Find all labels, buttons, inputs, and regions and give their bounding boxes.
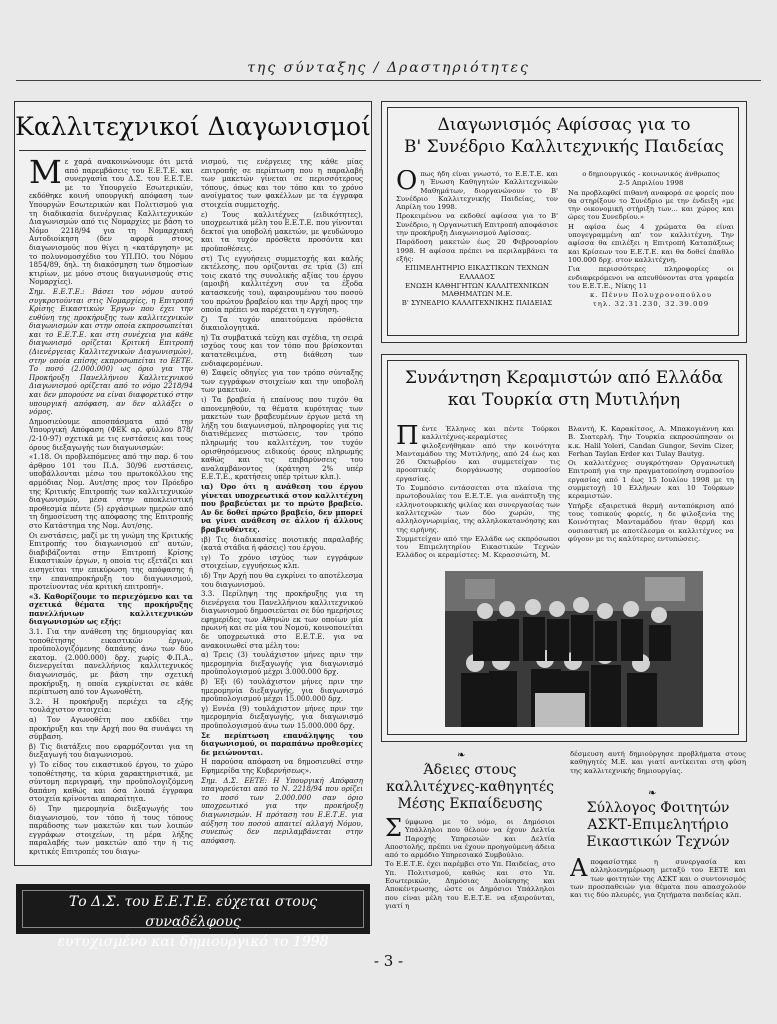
paragraph: Σημ. Δ.Σ. ΕΕΤΕ: Η Υπουργική Απόφαση υπαγορεύεται από το Ν. 2218/94 που ορίζει το ποσό των 2.000.000 σαν όριο υποχρεωτικό για την προκήρυξη διαγωνισμών. Η πρόταση του Ε.Ε.Τ.Ε. για αύξηση του ποσού απαιτεί αλλαγή Νόμου, συνεπώς δεν περιλαμβάνεται στην απόφαση.	[201, 775, 363, 845]
leave-article	[381, 750, 559, 940]
students-text	[570, 858, 746, 938]
title-line: Συνάντηση Κεραμιστών από Ελλάδα	[404, 368, 724, 388]
paragraph: Το Συμπόσιο εντάσσεται στα πλαίσια της πρωτοβουλίας του Ε.Ε.Τ.Ε. για ανάπτυξη της ελληνοτουρκικής φιλίας και συνεργασίας των καλλιτεχνών των δύο χωρών, της αλληλογνωριμίας, της αλληλοκατανόησης και της ειρήνης.	[396, 484, 560, 534]
banner-line-1: Το Δ.Σ. του Ε.Ε.Τ.Ε. εύχεται στους συναδέλφους	[68, 894, 318, 930]
paragraph: Παράδοση μακετών έως 20 Φεβρουαρίου 1998. Η αφίσσα πρέπει να περιλαμβάνει τα εξής:	[396, 238, 558, 263]
paragraph: στ) Τις εγγυήσεις συμμετοχής και καλής εκτέλεσης, που ορίζονται σε τρία (3) επί τοις εκατό της συνολικής αξίας του έργου (αμοιβή καλλιτέχνη συν τα έξοδα κατασκευής του), αφαιρουμένου του ποσού του πρώτου βραβείου και την Αρχή προς την οποία πρέπει να παρέχεται η εγγύηση.	[201, 253, 363, 315]
paragraph: θ) Σαφείς οδηγίες για τον τρόπο σύνταξης των εγγράφων στοιχείων και την υποβολή των μακετών.	[201, 368, 363, 395]
paragraph: Να προβλεφθεί πιθανή αναφορά σε φορείς που θα στηρίξουν το Συνέδριο με την ένδειξη «με την οικονομική στήριξη των... και χώρος και ώρες του Συνεδρίου.»	[568, 188, 734, 222]
poster-col-2	[568, 170, 734, 335]
article-title	[381, 762, 559, 813]
paragraph: Δημοσιεύουμε αποσπάσματα από την Υπουργική Απόφαση (ΦΕΚ αρ. φύλλου 878/ /2-10-97) σχετικά με τις ενστάσεις και τους όρους διεξαγωγής των διαγωνισμών:	[29, 416, 193, 452]
paragraph: 3.3. Περίληψη της προκήρυξης για τη διενέργεια του Πανελλήνιου καλλιτεχνικού διαγωνισμού δημοσιεύεται σε δύο ημερήσιες εφημερίδες των Αθηνών εκ των οποίων μία πρωινή και σε μία του Νομού, κοινοποιείται δε υποχρεωτικά στο Ε.Ε.Τ.Ε. για να ανακοινωθεί στα μέλη του:	[201, 589, 363, 650]
paragraph: Για περισσότερες πληροφορίες οι ενδιαφερόμενοι να απευθύνονται στα γραφεία του Ε.Ε.Τ.Ε., Νίκης 11	[568, 265, 734, 290]
poster-col-1	[396, 170, 558, 335]
ornament-icon: ❧	[648, 788, 657, 799]
paragraph: έντε Έλληνες και πέντε Τούρκοι καλλιτέχνες-κεραμίστες φιλοξενήθηκαν από την κοινότητα Μανταμάδου της Μυτιλήνης, από 24 έως και 26 Οκτωβρίου και συμμετείχαν τις προοπτικές διοργάνωσης συμποσίου εργασίας.	[396, 425, 560, 483]
title-line: Διαγωνισμός Αφίσσας για το	[437, 115, 691, 135]
paragraph: ε χαρά ανακοινώνουμε ότι μετά από παρεμβάσεις του Ε.Ε.Τ.Ε. και συνεργασία του Δ.Σ. του Ε.Ε.Τ.Ε. με το Υπουργείο Εσωτερικών, εκδόθηκε κοινή υπουργική απόφαση των Υπουργών Εσωτερικών και Πολιτισμού για τη διαδικασία διενέργειας Καλλιτεχνικών Διαγωνισμών από τις Νομαρχίες με βάση το Νόμο 2218/94 για τη Νομαρχιακή Αυτοδιοίκηση (δεν αφορά στους διαγωνισμούς που θίγει η «κατάργηση» με το πολυνομοσχέδιο του ΥΠ.ΠΟ. του Νόμου 1854/89, δηλ. τη διακόσμηση των δημοσίων κτιρίων, με μόνο στους διαγωνισμούς στις Νομαρχίες).	[29, 158, 193, 287]
paragraph: γ) Εννέα (9) τουλάχιστον μήνες πριν την ημερομηνία διεξαγωγής, για διαγωνισμό προϋπολογισμού άνω των 15.000.000 δρχ.	[201, 703, 363, 730]
dropcap: Μ	[29, 158, 62, 191]
paragraph: 3.1. Για την ανάθεση της δημιουργίας και τοποθέτησης εικαστικών έργων, προϋπολογιζόμενης δαπάνης άνω των δύο εκατομ. (2.000.000) δρχ. χωρίς Φ.Π.Α., διενεργείται πανελλήνιος καλλιτεχνικός διαγωνισμός, με βάση την σχετική προκήρυξη, η οποία εγκρίνεται σε κάθε περίπτωση από τον Αγωνοθέτη.	[29, 627, 193, 697]
banner-line-2: ευτυχισμένο και δημιουργικό το 1998	[57, 934, 329, 950]
paragraph: α) Τον Αγωνοθέτη που εκδίδει την προκήρυξη και την Αρχή που θα συνάψει τη σύμβαση.	[29, 715, 193, 742]
article-title	[382, 367, 746, 411]
photo-graphic	[445, 571, 703, 727]
paragraph: ύμφωνα με το νόμο, οι Δημόσιοι Υπάλληλοι που θέλουν να έχουν Δελτία Παροχής Υπηρεσιών και Δελτία Αποστολής, πρέπει να έχουν προηγούμενη άδεια από το αρμόδιο Υπηρεσιακό Συμβούλιο.	[385, 818, 555, 860]
greeting-banner	[16, 884, 370, 950]
poster-article	[381, 101, 747, 343]
paragraph: ο δημιουργικός - κοινωνικός άνθρωπος	[582, 170, 720, 178]
paragraph: «3. Καθορίζουμε το περιεχόμενο και τα σχετικά θέματα της προκήρυξης πανελλήνιων καλλιτεχνικών διαγωνισμών ως εξής:	[29, 591, 193, 627]
paragraph: Προκειμένου να εκδοθεί αφίσσα για το Β' Συνέδριο, η Οργανωτική Επιτροπή αποφάσισε την προκήρυξη Διαγωνισμού Αφίσσας.	[396, 212, 558, 238]
article-title	[566, 800, 750, 851]
competitions-article	[14, 101, 372, 866]
paragraph: ιβ) Τις διαδικασίες ποιοτικής παραλαβής (κατά στάδια ή φάσεις) του έργου.	[201, 534, 363, 553]
students-article	[566, 750, 750, 940]
dropcap: Α	[570, 858, 588, 882]
paragraph: Υπήρξε εξαιρετικά θερμή ανταπόκριση από τους τοπικούς φορείς, η δε φιλοξενία της Κοινότητας Μανταμάδου ήταν θερμή και ουσιαστική με αποτέλεσμα οι καλλιτέχνες να φύγουν με τις καλύτερες εντυπώσεις.	[568, 501, 734, 543]
paragraph: β) Τις διατάξεις που εφαρμόζονται για τη διεξαγωγή του διαγωνισμού.	[29, 741, 193, 760]
title-line: ΑΣΚΤ-Επιμελητήριο	[587, 817, 729, 833]
paragraph: Σημ. Ε.Ε.Τ.Ε.: Βάσει του νόμου αυτού συγκροτούνται στις Νομαρχίες, η Επιτροπή Κρίσης Εικαστικών Έργων που έχει την ευθύνη της προκήρυξης των καλλιτεχνικών διαγωνισμών και στην οποία εκπροσωπείται και το Ε.Ε.Τ.Ε. και στη συνέχεια για κάθε διαγωνισμό ορίζεται Κριτική Επιτροπή (Διενέργειας Καλλιτεχνικών Διαγωνισμών), στην οποία επίσης εκπροσωπείται το ΕΕΤΕ. Το ποσό (2.000.000) ως όριο για την Προκήρυξη Πανελλήνιου Καλλιτεχνικού Διαγωνισμού ορίζεται από το νόμο 2218/94 και δεν μπορούσε να είναι διαφορετικό στην υπουργική απόφαση, αν δεν αλλάξει ο νόμος.	[29, 286, 193, 417]
paragraph: γ) Το είδος του εικαστικού έργου, το χώρο τοποθέτησης, τα κύρια χαρακτηριστικά, με σύντομη περιγραφή, την προϋπολογιζόμενη δαπάνη καθώς και όσα λοιπά έγγραφα στοιχεία κρίνονται απαραίτητα.	[29, 759, 193, 804]
paragraph: «1.18. Οι προβλεπόμενες από την παρ. 6 του άρθρου 101 του Π.Δ. 30/96 ενστάσεις, υποβάλλονται μέσω του πρωτοκόλλου της αρμόδιας Νομ. Αυτ/σης προς τον Πρόεδρο της Κριτικής Επιτροπής των καλλιτεχνικών διαγωνισμών, μέσα στην αποκλειστική προθεσμία πέντε (5) εργάσιμων ημερών από τη δημοσίευση της απόφασης της Επιτροπής στο Κατάστημα της Νομ. Αυτ/σης.	[29, 452, 193, 530]
article-title	[382, 114, 746, 158]
paragraph: ΕΠΙΜΕΛΗΤΗΡΙΟ ΕΙΚΑΣΤΙΚΩΝ ΤΕΧΝΩΝ ΕΛΛΑΔΟΣ	[404, 264, 550, 281]
paragraph: Β' ΣΥΝΕΔΡΙΟ ΚΑΛΛΙΤΕΧΝΙΚΗΣ ΠΑΙΔΕΙΑΣ	[401, 299, 553, 308]
paragraph: πως ήδη είναι γνωστό, το Ε.Ε.Τ.Ε. και η Ένωση Καθηγητών Καλλιτεχνικών Μαθημάτων, διοργανώνουν το Β' Συνέδριο Καλλιτεχνικής Παιδείας, τον Απρίλη του 1998.	[396, 170, 558, 212]
paragraph: ι) Τα βραβεία ή επαίνους που τυχόν θα απονεμηθούν, τα θέματα κυρότητας των μακετών των βραβευμένων έργων μετά τη λήξη του διαγωνισμού, πληροφορίες για τις διατιθέμενες πιστώσεις, τον τρόπο πληρωμής του καλλιτέχνη, τον τυχόν ορισθησόμενους ειδικούς όρους πληρωμής καθώς και τις επιβαρύνσεις του αναλαμβάνοντος (κράτηση 2% υπέρ Ε.Ε.Τ.Ε., κρατήσεις υπέρ τρίτων κλπ.).	[201, 395, 363, 482]
paragraph: ΕΝΩΣΗ ΚΑΘΗΓΗΤΩΝ ΚΑΛΛΙΤΕΧΝΙΚΩΝ ΜΑΘΗΜΑΤΩΝ Μ.Ε.	[405, 281, 549, 299]
title-line: Εικαστικών Τεχνών	[586, 834, 730, 850]
ceramics-col-1	[396, 425, 560, 559]
paragraph: 2-5 Απριλίου 1998	[618, 179, 684, 188]
paragraph: β) Έξι (6) τουλάχιστον μήνες πριν την ημερομηνία διεξαγωγής, για διαγωνισμό προϋπολογισμού μέχρι 15.000.000 δρχ.	[201, 677, 363, 704]
competitions-col-1	[29, 158, 193, 858]
ornament-icon: ❧	[457, 750, 466, 761]
paragraph: ιδ) Την Αρχή που θα εγκρίνει το αποτέλεσμα του διαγωνισμού.	[201, 570, 363, 589]
paragraph: ια) Όρο ότι η ανάθεση του έργου γίνεται υποχρεωτικά στον καλλιτέχνη που βραβεύεται με το πρώτο βραβείο. Αν δε δοθεί πρώτο βραβείο, δεν μπορεί να γίνει ανάθεση σε άλλον ή άλλους βραβευθέντες.	[201, 481, 363, 534]
ceramists-group-photo	[445, 571, 703, 727]
leave-text-continued	[570, 750, 746, 782]
dropcap: Π	[396, 425, 419, 451]
title-line: Μέσης Εκπαίδευσης	[397, 796, 543, 812]
paragraph: Η αφίσα έως 4 χρώματα θα είναι υπογεγραμμένη απ' τον καλλιτέχνη. Την αφίσσα θα επιλέξει η Επιτροπή Καταπάξεως και Κρίσεων του Ε.Ε.Τ.Ε. και θα δοθεί έπαθλο 100.000 δρχ. στον καλλιτέχνη.	[568, 222, 734, 264]
title-line: και Τουρκία στη Μυτιλήνη	[447, 390, 681, 410]
paragraph: ποφασίστηκε η συνεργασία και αλληλοενημέρωση μεταξύ του ΕΕΤΕ και των φοιτητών της ΑΣΚΤ και ο συντονισμός των προσπαθειών για θέματα που απασχολούν και τις δύο πλευρές, για ζητήματα παιδείας κλπ.	[570, 858, 746, 900]
paragraph: Οι καλλιτέχνες συγκρότησαν Οργανωτική Επιτροπή για την πραγματοποίηση συμποσίου εργασίας από 1 έως 15 Ιουλίου 1998 με τη συμμετοχή 10 Ελλήνων και 10 Τούρκων κεραμιστών.	[568, 459, 734, 501]
dropcap: Ο	[396, 170, 418, 196]
paragraph: η) Τα συμβατικά τεύχη και σχέδια, τη σειρά ισχύος τους και τον τόπο που βρίσκονται κατατεθειμένα, στη διάθεση των ενδιαφερομένων.	[201, 332, 363, 368]
title-line: Β' Συνέδριο Καλλιτεχνικής Παιδείας	[404, 137, 724, 157]
paragraph: Η παρούσα απόφαση να δημοσιευθεί στην Εφημερίδα της Κυβερνήσεως».	[201, 757, 363, 775]
ceramics-col-2	[568, 425, 734, 559]
header-divider	[16, 80, 761, 81]
paragraph: νισμού, τις ενέργειες της κάθε μίας επιτροπής σε περίπτωση που η παραλαβή των μακετών γίνεται σε περισσότερους τόπους, όπως και τον τόπο και το χρόνο ανοίγματος των φακέλλων με τα έγγραφα στοιχεία συμμετοχής.	[201, 158, 363, 209]
title-line: Άδειες στους	[423, 762, 517, 778]
page-number: - 3 -	[373, 952, 404, 970]
paragraph: Συμμετείχαν από την Ελλάδα ως εκπρόσωποι του Επιμελητηρίου Εικαστικών Τεχνών Ελλάδος οι κεραμίστες: Μ. Κερασσιώτη, Μ.	[396, 534, 560, 559]
title-divider	[19, 150, 366, 151]
paragraph: ιγ) Το χρόνο ισχύος των εγγράφων στοιχείων, εγγυήσεως κλπ.	[201, 552, 363, 571]
competitions-col-2	[201, 158, 363, 858]
paragraph: δ) Την ημερομηνία διεξαγωγής του διαγωνισμού, τον τόπο ή τους τόπους παράδοσης των μακετών και των λοιπών εγγράφων στοιχείων, τη μέρα λήξης παραλαβής των μακετών από την ή τις κριτικές Επιτροπές του διαγω-	[29, 803, 193, 856]
paragraph: κ. Πέννυ Πολυχρονοπούλου	[589, 291, 713, 300]
title-line: καλλιτέχνες-καθηγητές	[386, 779, 554, 795]
paragraph: ε) Τους καλλιτέχνες (ειδικότητες), υποχρεωτικά μέλη του Ε.Ε.Τ.Ε. που γίνονται δεκτοί για υποβολή μακετών, με ψευδώνυμο και τα τυχόν πρόσθετα προσόντα και προϋποθέσεις.	[201, 209, 363, 253]
paragraph: ζ) Τα τυχόν απαιτούμενα πρόσθετα δικαιολογητικά.	[201, 314, 363, 333]
paragraph: 3.2. Η προκήρυξη περιέχει τα εξής τουλάχιστον στοιχεία:	[29, 696, 193, 715]
paragraph: α) Τρεις (3) τουλάχιστον μήνες πριν την ημερομηνία διεξαγωγής για διαγωνισμό προϋπολογισμού μέχρι 3.000.000 δρχ.	[201, 650, 363, 677]
page-header: της σύνταξης / Δραστηριότητες	[247, 60, 530, 76]
dropcap: Σ	[385, 818, 402, 842]
title-line: Σύλλογος Φοιτητών	[586, 800, 730, 816]
paragraph: Βλαντή, Κ. Καρακίτσος, Α. Μπακογιάννη και Β. Σιατερλή. Την Τουρκία εκπροσώπησαν οι κ.κ. Halil Yoleri, Candan Gungor, Sevim Cizer, Ferhan Taylan Erder και Tulay Bautyg.	[568, 425, 734, 458]
paragraph: Το Ε.Ε.Τ.Ε. έχει παρέμβει στο Υπ. Παιδείας, στο Υπ. Πολιτισμού, καθώς και στο Υπ. Εσωτερικών, Δημόσιας Διοίκησης και Αποκέντρωσης, ώστε οι Δημόσιοι Υπάλληλοι που είναι μέλη του Ε.Ε.Τ.Ε. να εξαιρούνται, γιατί η	[385, 860, 555, 910]
paragraph: τηλ. 32.31.230, 32.39.009	[592, 300, 710, 309]
leave-text	[385, 818, 555, 938]
article-title: Καλλιτεχνικοί Διαγωνισμοί	[15, 112, 371, 141]
paragraph: δέσμευση αυτή δημιούργησε προβλήματα στους καθηγητές Μ.Ε. και γιατί αντίκειται στη φύση της καλλιτεχνικής δημιουργίας.	[570, 750, 746, 775]
paragraph: Οι ενστάσεις, μαζί με τη γνώμη της Κριτικής Επιτροπής του διαγωνισμού επ' αυτών, διαβιβάζονται στην Επιτροπή Κρίσης Εικαστικών έργων, η οποία τις εξετάζει και εισηγείται την επικύρωση της απόφασης ή την επαναπροκήρυξη του διαγωνισμού, προτείνοντας νέα κριτική επιτροπή».	[29, 530, 193, 592]
paragraph: Σε περίπτωση επανάληψης του διαγωνισμού, οι παραπάνω προθεσμίες δε μειώνονται.	[201, 730, 363, 757]
